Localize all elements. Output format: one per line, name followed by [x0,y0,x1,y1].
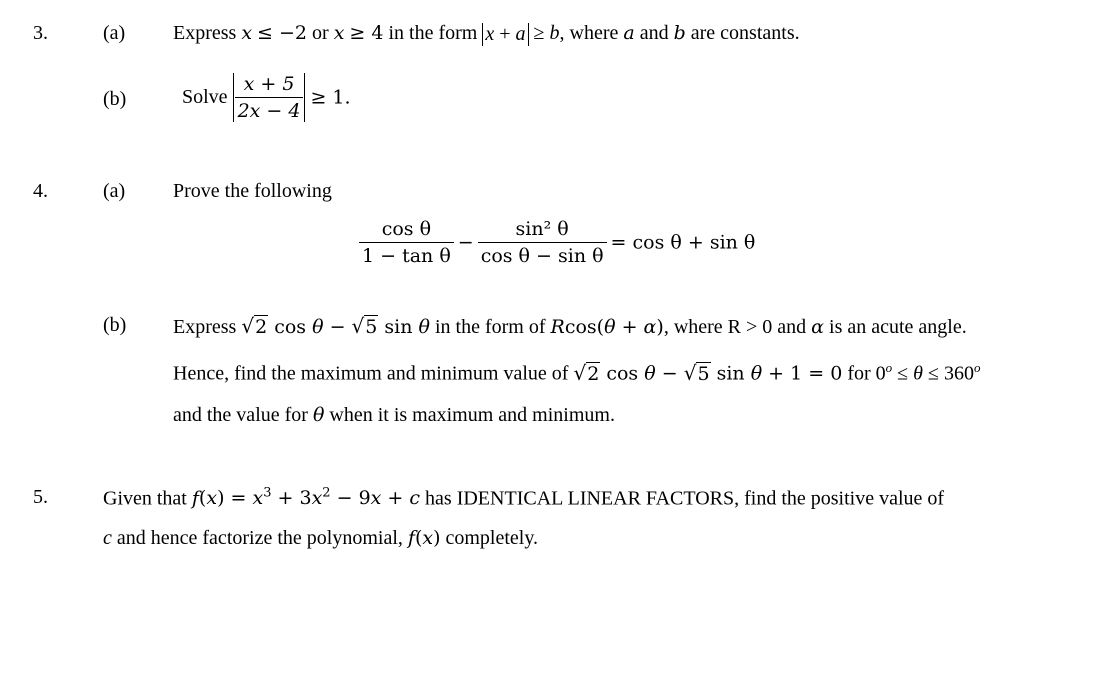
q4b-line3: and the value for θ when it is maximum and minimum. [173,404,615,426]
q4b-line1: Express √ 2 cos θ − √ 5 sin θ in the form of Rcos(θ + α), where R > 0 and α is an acute angle. [173,314,967,338]
q4a-text: Prove the following [173,180,332,202]
question-number-5: 5. [33,486,48,508]
q3a-text: Express x ≤ −2 or x ≥ 4 in the form x + a ≥ b, where a and b are constants. [173,22,800,45]
q5-line1: Given that $f(x) = x^3 + 3x^2 - 9x + c$ has IDENTICAL LINEAR FACTORS, find the positive value of [103,486,945,510]
q4a-identity: $\frac{\text{cos θ}}{\text{1 − tan θ}}$ − $\frac{\text{sin² θ}}{\text{cos θ − sin θ}}$ = cos θ + sin θ [355,218,755,267]
question-number-4: 4. [33,180,48,202]
q3b-label: (b) [103,88,127,110]
q4a-label: (a) [103,180,126,202]
q4b-line2: Hence, find the maximum and minimum value of √ 2 cos θ − √ 5 sin θ + 1 = 0 for $0^o \le \theta \le 360^o$ [173,360,981,385]
q4b-label: (b) [103,314,127,336]
q3b-text: Solve $\frac{x + 5}{2x - 4}$ ≥ 1. [182,73,351,122]
question-number-3: 3. [33,22,48,44]
q5-line2: c and hence factorize the polynomial, f(x) completely. [103,527,539,549]
q3a-label: (a) [103,22,126,44]
